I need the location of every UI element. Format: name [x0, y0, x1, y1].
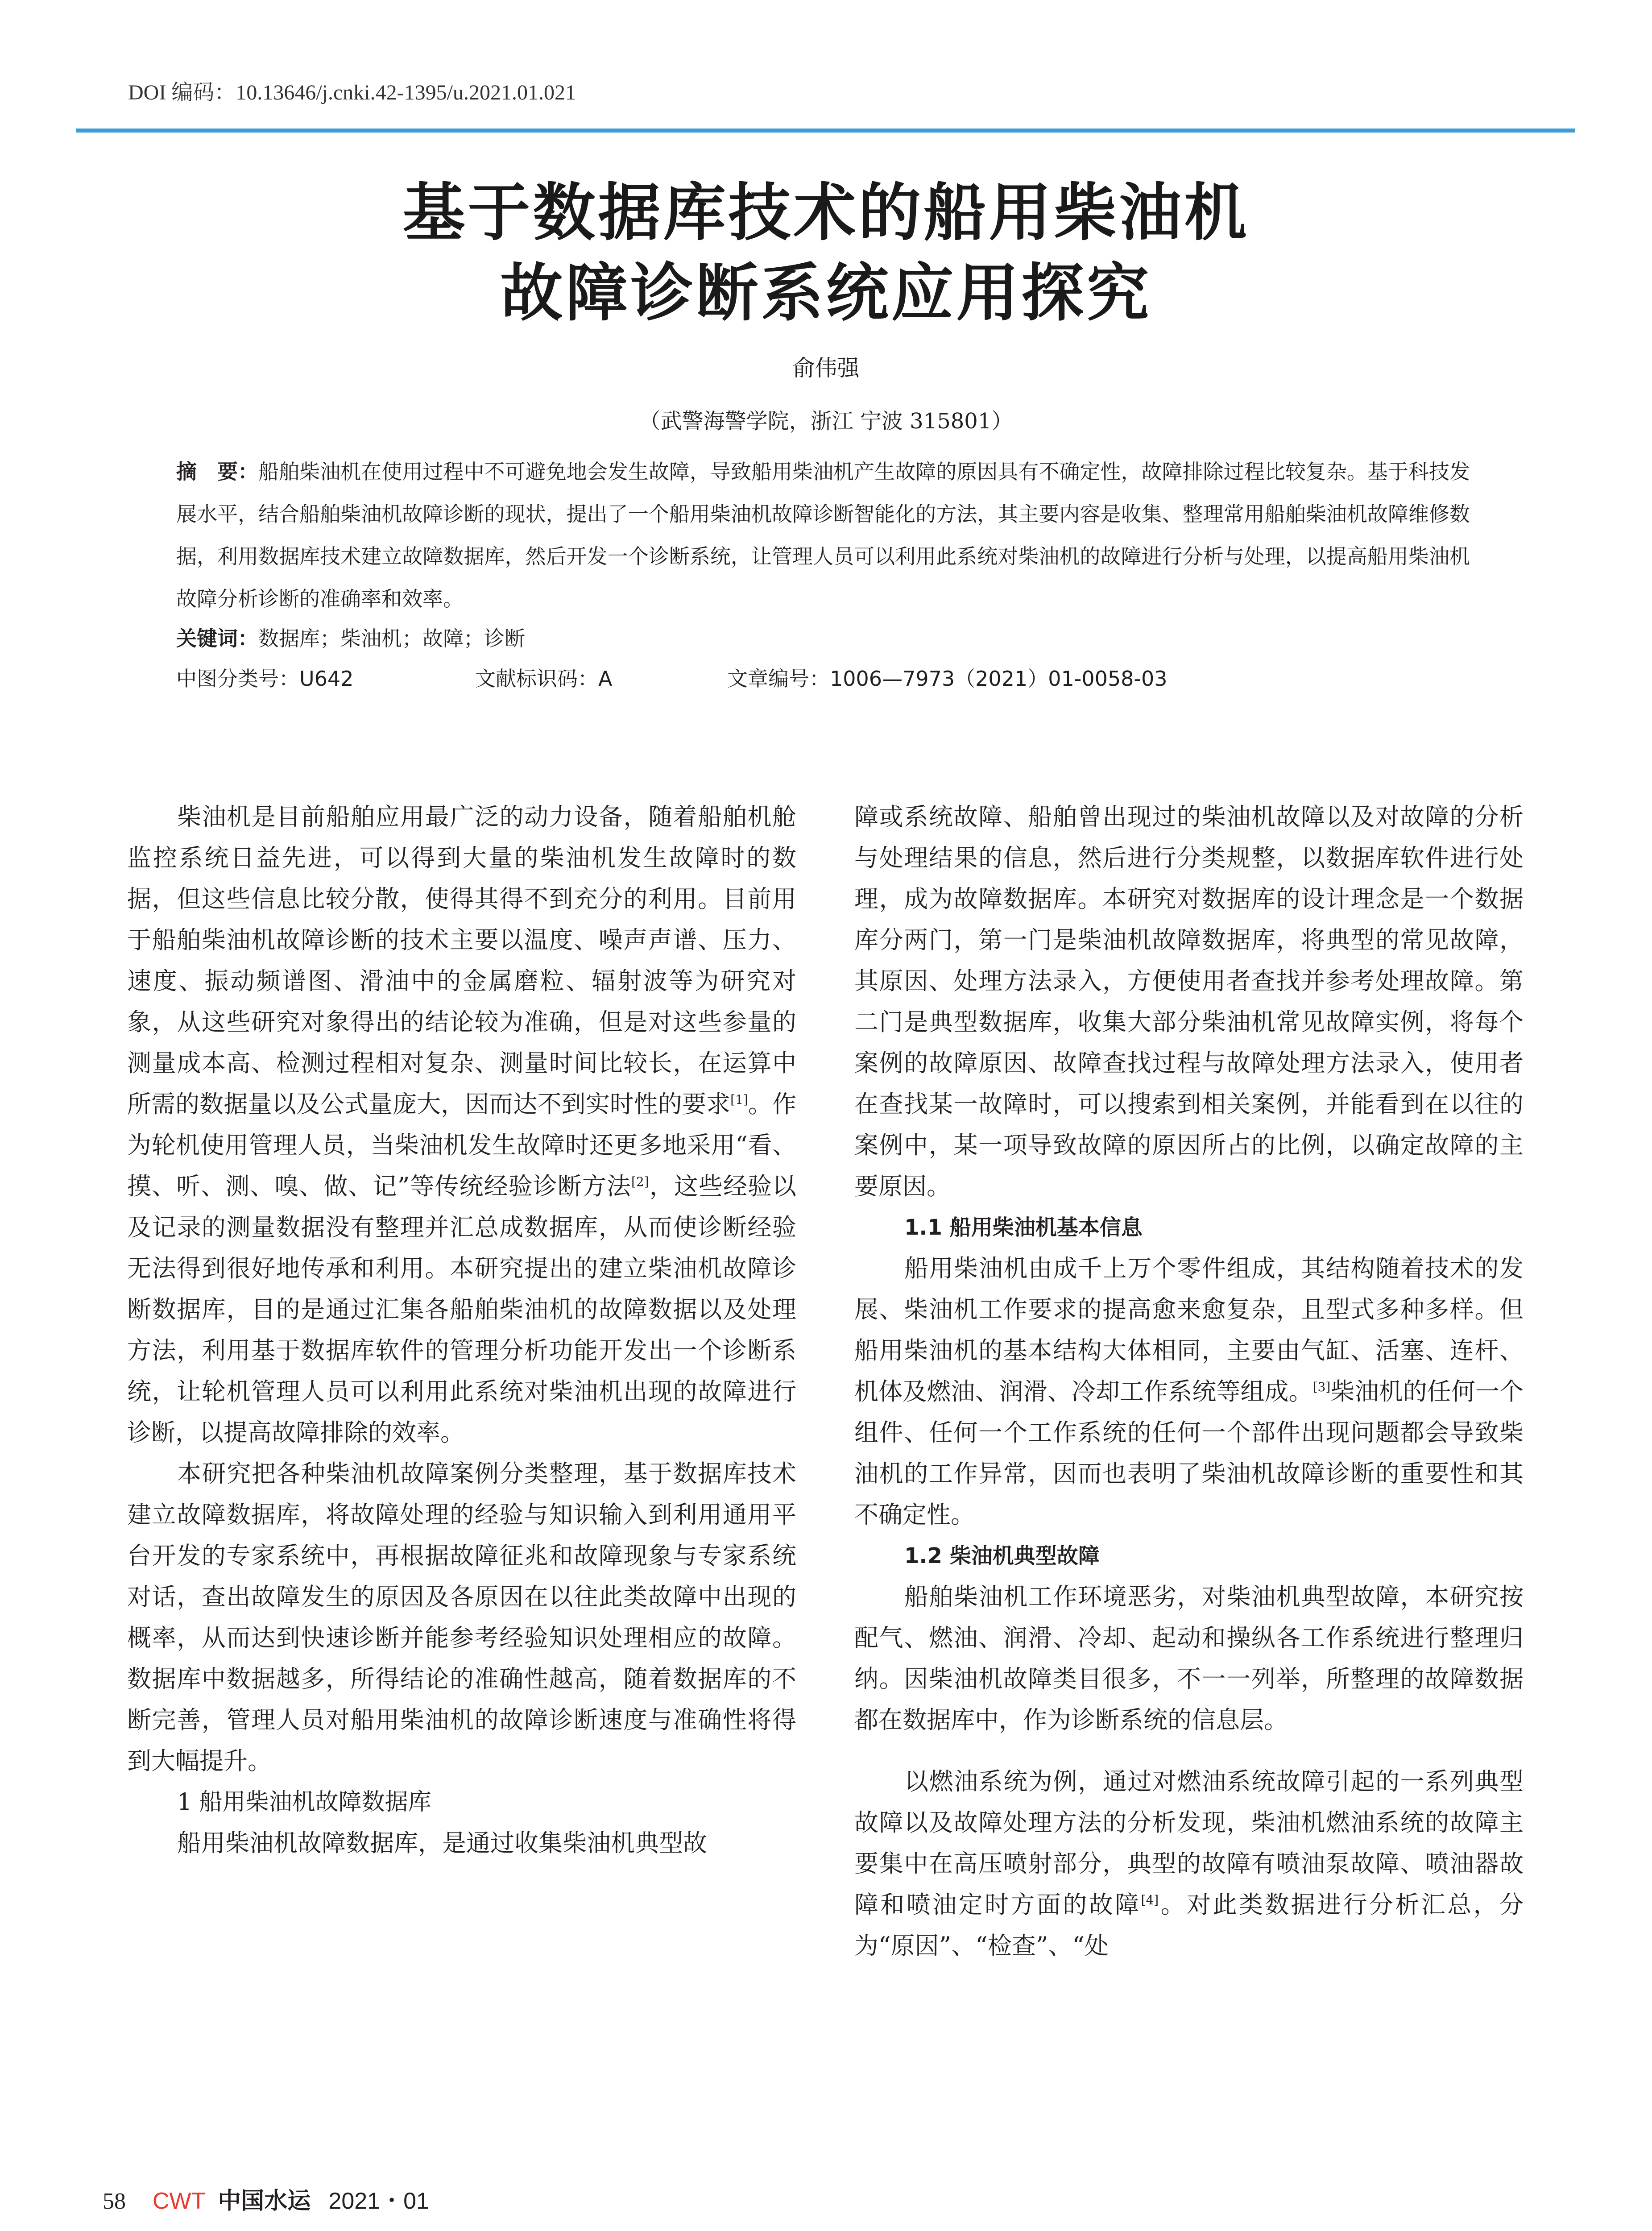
citation-1: [1]	[730, 1092, 748, 1107]
right-column	[854, 796, 1524, 1966]
abstract	[176, 451, 1470, 620]
citation-4: [4]	[1141, 1893, 1159, 1908]
left-paragraph-3: 船用柴油机故障数据库，是通过收集柴油机典型故	[177, 1829, 707, 1857]
left-paragraph-2: 本研究把各种柴油机故障案例分类整理，基于数据库技术建立故障数据库，将故障处理的经验与知识输入到利用通用平台开发的专家系统中，再根据故障征兆和故障现象与专家系统对话，查出故障发生的原因及各原因在以往此类故障中出现的概率，从而达到快速诊断并能参考经验知识处理相应的故障。数据库中数据越多，所得结论的准确性越高，随着数据库的不断完善，管理人员对船用柴油机的故障诊断速度与准确性将得到大幅提升。	[127, 1460, 796, 1775]
title-line-1: 基于数据库技术的船用柴油机	[402, 177, 1250, 249]
abstract-text: 船舶柴油机在使用过程中不可避免地会发生故障，导致船用柴油机产生故障的原因具有不确定性，故障排除过程比较复杂。基于科技发展水平，结合船舶柴油机故障诊断的现状，提出了一个船用柴油机故障诊断智能化的方法，其主要内容是收集、整理常用船舶柴油机故障维修数据，利用数据库技术建立故障数据库，然后开发一个诊断系统，让管理人员可以利用此系统对柴油机的故障进行分析与处理，以提高船用柴油机故障分析诊断的准确率和效率。	[176, 460, 1470, 611]
brand-logo: CWT	[153, 2188, 206, 2214]
section-heading-1: 1 船用柴油机故障数据库	[177, 1789, 431, 1816]
keywords	[176, 622, 525, 652]
text-run: 。作为轮机使用管理人员，当柴油机发生故障时还更多地采用“看、摸、听、测、嗅、做、记”等传统经验诊断方法	[127, 1090, 797, 1200]
section-heading-1-2: 1.2 柴油机典型故障	[904, 1543, 1100, 1568]
text-run: ，这些经验以及记录的测量数据没有整理并汇总成数据库，从而使诊断经验无法得到很好地传承和利用。本研究提出的建立柴油机故障诊断数据库，目的是通过汇集各船舶柴油机的故障数据以及处理方法，利用基于数据库软件的管理分析功能开发出一个诊断系统，让轮机管理人员可以利用此系统对柴油机出现的故障进行诊断，以提高故障排除的效率。	[127, 1172, 797, 1447]
keywords-text: 数据库；柴油机；故障；诊断	[258, 626, 525, 651]
abstract-label: 摘 要：	[176, 460, 259, 484]
page-number: 58	[103, 2189, 126, 2214]
page-footer	[103, 2182, 429, 2215]
citation-3: [3]	[1312, 1380, 1331, 1394]
text-run: 以燃油系统为例，通过对燃油系统故障引起的一系列典型故障以及故障处理方法的分析发现，柴油机燃油系统的故障主要集中在高压喷射部分，典型的故障有喷油泵故障、喷油器故障和喷油定时方面的故障	[854, 1767, 1524, 1919]
right-paragraph-2	[854, 1248, 1524, 1535]
text-run: 。对此类数据进行分析汇总，分为“原因”、“检查”、“处	[854, 1891, 1524, 1960]
document-code: 文献标识码：A	[475, 667, 613, 691]
left-column	[127, 796, 796, 1864]
author: 俞伟强	[792, 355, 860, 381]
doi-line: DOI 编码：10.13646/j.cnki.42-1395/u.2021.01.021	[128, 81, 576, 104]
section-heading-1-1: 1.1 船用柴油机基本信息	[904, 1215, 1143, 1240]
right-paragraph-4	[854, 1761, 1524, 1966]
header-rule	[76, 129, 1575, 133]
publication-name: 中国水运	[218, 2188, 311, 2214]
citation-2: [2]	[631, 1174, 649, 1189]
text-run: 柴油机是目前船舶应用最广泛的动力设备，随着船舶机舱监控系统日益先进，可以得到大量的柴油机发生故障时的数据，但这些信息比较分散，使得其得不到充分的利用。目前用于船舶柴油机故障诊断的技术主要以温度、噪声声谱、压力、速度、振动频谱图、滑油中的金属磨粒、辐射波等为研究对象，从这些研究对象得出的结论较为准确，但是对这些参量的测量成本高、检测过程相对复杂、测量时间比较长，在运算中所需的数据量以及公式量庞大，因而达不到实时性的要求	[127, 803, 796, 1118]
keywords-label: 关键词：	[176, 626, 258, 651]
affiliation: （武警海警学院，浙江 宁波 315801）	[639, 409, 1013, 434]
text-run: 船用柴油机由成千上万个零件组成，其结构随着技术的发展、柴油机工作要求的提高愈来愈复杂，且型式多种多样。但船用柴油机的基本结构大体相同，主要由气缸、活塞、连杆、机体及燃油、润滑、冷却工作系统等组成。	[854, 1254, 1524, 1406]
right-paragraph-1: 障或系统故障、船舶曾出现过的柴油机故障以及对故障的分析与处理结果的信息，然后进行分类规整，以数据库软件进行处理，成为故障数据库。本研究对数据库的设计理念是一个数据库分两门，第一门是柴油机故障数据库，将典型的常见故障，其原因、处理方法录入，方便使用者查找并参考处理故障。第二门是典型数据库，收集大部分柴油机常见故障实例，将每个案例的故障原因、故障查找过程与故障处理方法录入，使用者在查找某一故障时，可以搜索到相关案例，并能看到在以往的案例中，某一项导致故障的原因所占的比例，以确定故障的主要原因。	[854, 803, 1524, 1200]
clc-number: 中图分类号：U642	[176, 667, 354, 691]
article-number: 文章编号：1006—7973（2021）01-0058-03	[727, 667, 1168, 691]
issue-label: 2021・01	[328, 2188, 429, 2214]
classification-row	[176, 663, 1515, 689]
left-paragraph-1	[127, 796, 796, 1453]
title-line-2: 故障诊断系统应用探究	[500, 257, 1152, 330]
right-paragraph-3: 船舶柴油机工作环境恶劣，对柴油机典型故障，本研究按配气、燃油、润滑、冷却、起动和操纵各工作系统进行整理归纳。因柴油机故障类目很多，不一一列举，所整理的故障数据都在数据库中，作为诊断系统的信息层。	[854, 1583, 1524, 1734]
text-run: 柴油机的任何一个组件、任何一个工作系统的任何一个部件出现问题都会导致柴油机的工作异常，因而也表明了柴油机故障诊断的重要性和其不确定性。	[854, 1377, 1524, 1529]
